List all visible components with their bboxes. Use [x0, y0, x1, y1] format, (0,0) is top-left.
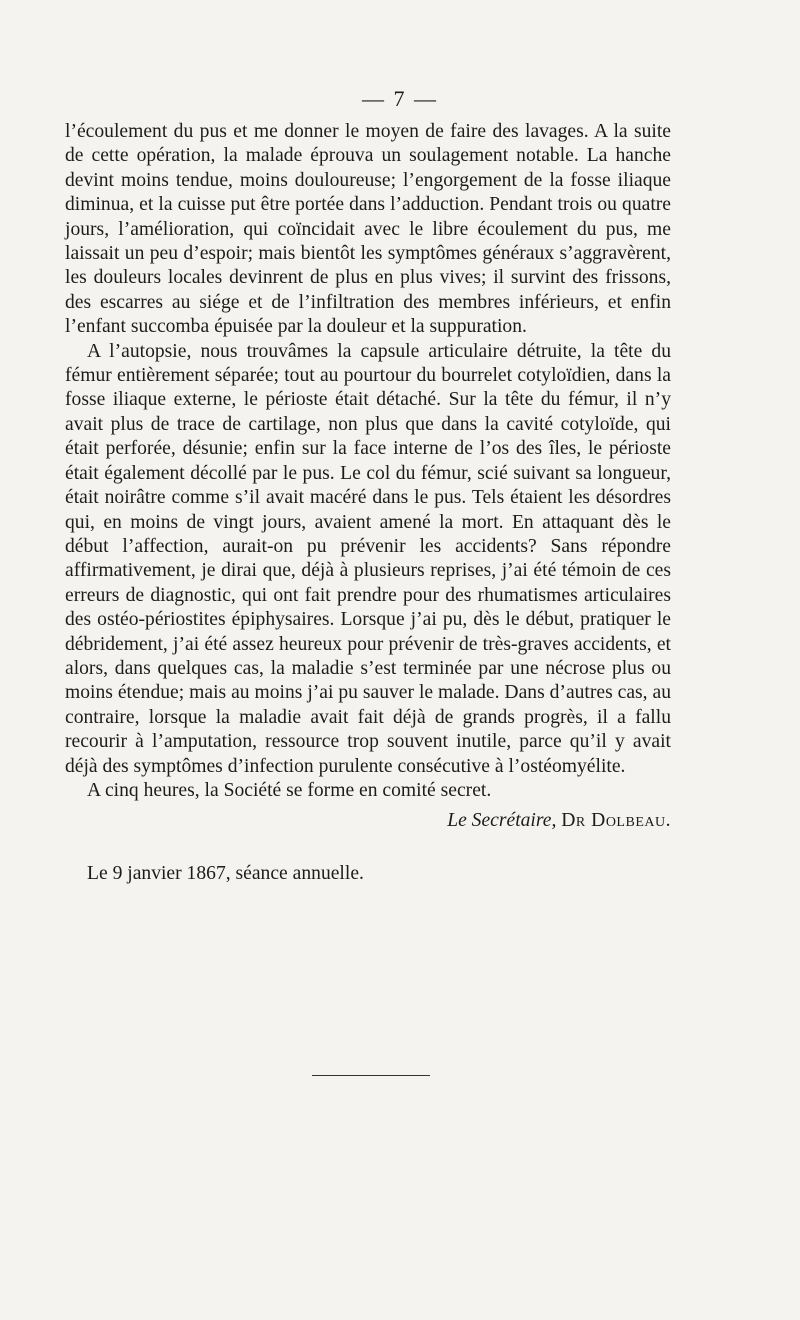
signature-role: Le Secrétaire, [447, 810, 557, 832]
body-text [65, 120, 671, 886]
date-line: Le 9 janvier 1867, séance annuelle. [87, 862, 364, 884]
signature-name: Dr Dolbeau. [561, 810, 671, 832]
page-number: — 7 — [362, 86, 438, 111]
signature-line [65, 809, 671, 833]
paragraph-3: A cinq heures, la Société se forme en comité secret. [87, 779, 492, 801]
closing-rule [312, 1075, 430, 1076]
paragraph-2: A l’autopsie, nous trouvâmes la capsule articulaire détruite, la tête du fémur entièrement séparée; tout au pourtour du bourrelet cotyloïdien, dans la fosse iliaque externe, le périoste était détaché. Sur la tête du fémur, il n’y avait plus de trace de cartilage, non plus que dans la cavité cotyloïde, qui était perforée, désunie; enfin sur la face interne de l’os des îles, le périoste était également décollé par le pus. Le col du fémur, scié suivant sa longueur, était noirâtre comme s’il avait macéré dans le pus. Tels étaient les désordres qui, en moins de vingt jours, avaient amené la mort. En attaquant dès le début l’affection, aurait-on pu prévenir les accidents? Sans répondre affirmativement, je dirai que, déjà à plusieurs reprises, j’ai été témoin de ces erreurs de diagnostic, qui ont fait prendre pour des rhumatismes articulaires des ostéo-périostites épiphysaires. Lorsque j’ai pu, dès le début, pratiquer le débridement, j’ai été assez heureux pour prévenir de très-graves accidents, et alors, dans quelques cas, la maladie s’est terminée par une nécrose plus ou moins étendue; mais au moins j’ai pu sauver le malade. Dans d’autres cas, au contraire, lorsque la maladie avait fait déjà de grands progrès, il a fallu recourir à l’amputation, ressource trop souvent inutile, parce qu’il y avait déjà des symptômes d’infection purulente consécutive à l’ostéomyélite. [65, 340, 671, 777]
paragraph-1: l’écoulement du pus et me donner le moyen de faire des lavages. A la suite de cette opération, la malade éprouva un soulagement notable. La hanche devint moins tendue, moins douloureuse; l’engorgement de la fosse iliaque diminua, et la cuisse put être portée dans l’adduction. Pendant trois ou quatre jours, l’amélioration, qui coïncidait avec le libre écoulement du pus, me laissait un peu d’espoir; mais bientôt les symptômes généraux s’aggravèrent, les douleurs locales devinrent de plus en plus vives; il survint des frissons, des escarres au siége et de l’infiltration des membres inférieurs, et enfin l’enfant succomba épuisée par la douleur et la suppuration. [65, 121, 671, 338]
